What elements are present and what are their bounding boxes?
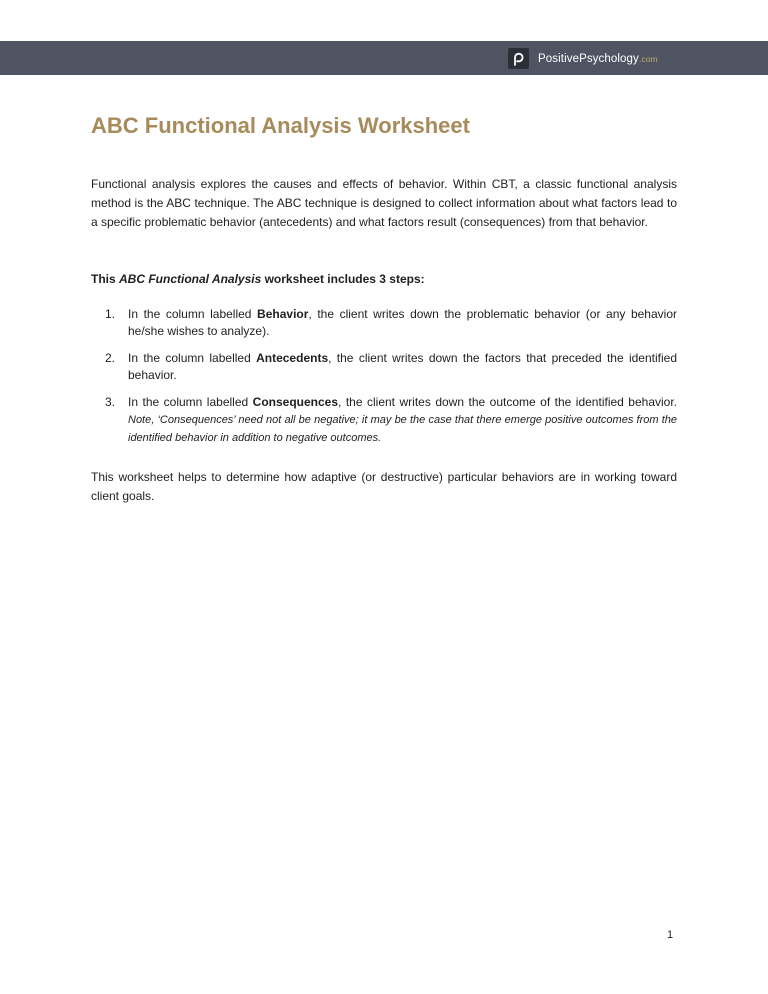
step-text-before: In the column labelled (128, 395, 253, 409)
steps-heading-before: This (91, 272, 120, 286)
step-number: 1. (105, 307, 116, 321)
step-keyword: Antecedents (256, 351, 329, 365)
step-text-before: In the column labelled (128, 351, 257, 365)
step-text-after: , the client writes down the factors that preceded the identified behavior. (128, 351, 678, 382)
step-text-after: , the client writes down the outcome of the identified behavior. (338, 395, 678, 409)
step-number: 2. (105, 351, 116, 365)
step-text-after: , the client writes down the problematic behavior (or any behavior he/she wishes to analyze). (128, 307, 677, 338)
brand-logo[interactable] (508, 48, 658, 69)
step-item (91, 306, 677, 340)
steps-heading-emphasis: ABC Functional Analysis (119, 272, 262, 286)
logo-name: PositivePsychology (538, 52, 639, 65)
steps-heading-after: worksheet includes 3 steps: (261, 272, 425, 286)
step-keyword: Behavior (257, 307, 309, 321)
step-item (91, 394, 677, 447)
logo-text (538, 53, 658, 65)
intro-paragraph: Functional analysis explores the causes and effects of behavior. Within CBT, a classic functional analysis method is the ABC technique. The ABC technique is designed to collect information about what factors lead to a specific problematic behavior (antecedents) and what factors result (consequences) from that behavior. (91, 177, 677, 229)
header-bar (0, 41, 768, 75)
closing-paragraph: This worksheet helps to determine how adaptive (or destructive) particular behaviors are in working toward client goals. (91, 470, 677, 503)
p-logo-icon (508, 48, 529, 69)
step-item (91, 350, 677, 384)
step-number: 3. (105, 395, 116, 409)
step-keyword: Consequences (252, 395, 339, 409)
page-number: 1 (667, 929, 674, 941)
step-note: Note, ‘Consequences’ need not all be negative; it may be the case that there emerge positive outcomes from the identified behavior in addition to negative outcomes. (128, 414, 677, 444)
steps-list (91, 306, 677, 457)
page-title: ABC Functional Analysis Worksheet (91, 113, 470, 138)
steps-heading (91, 272, 425, 286)
step-text-before: In the column labelled (128, 307, 258, 321)
logo-suffix: .com (638, 53, 658, 64)
